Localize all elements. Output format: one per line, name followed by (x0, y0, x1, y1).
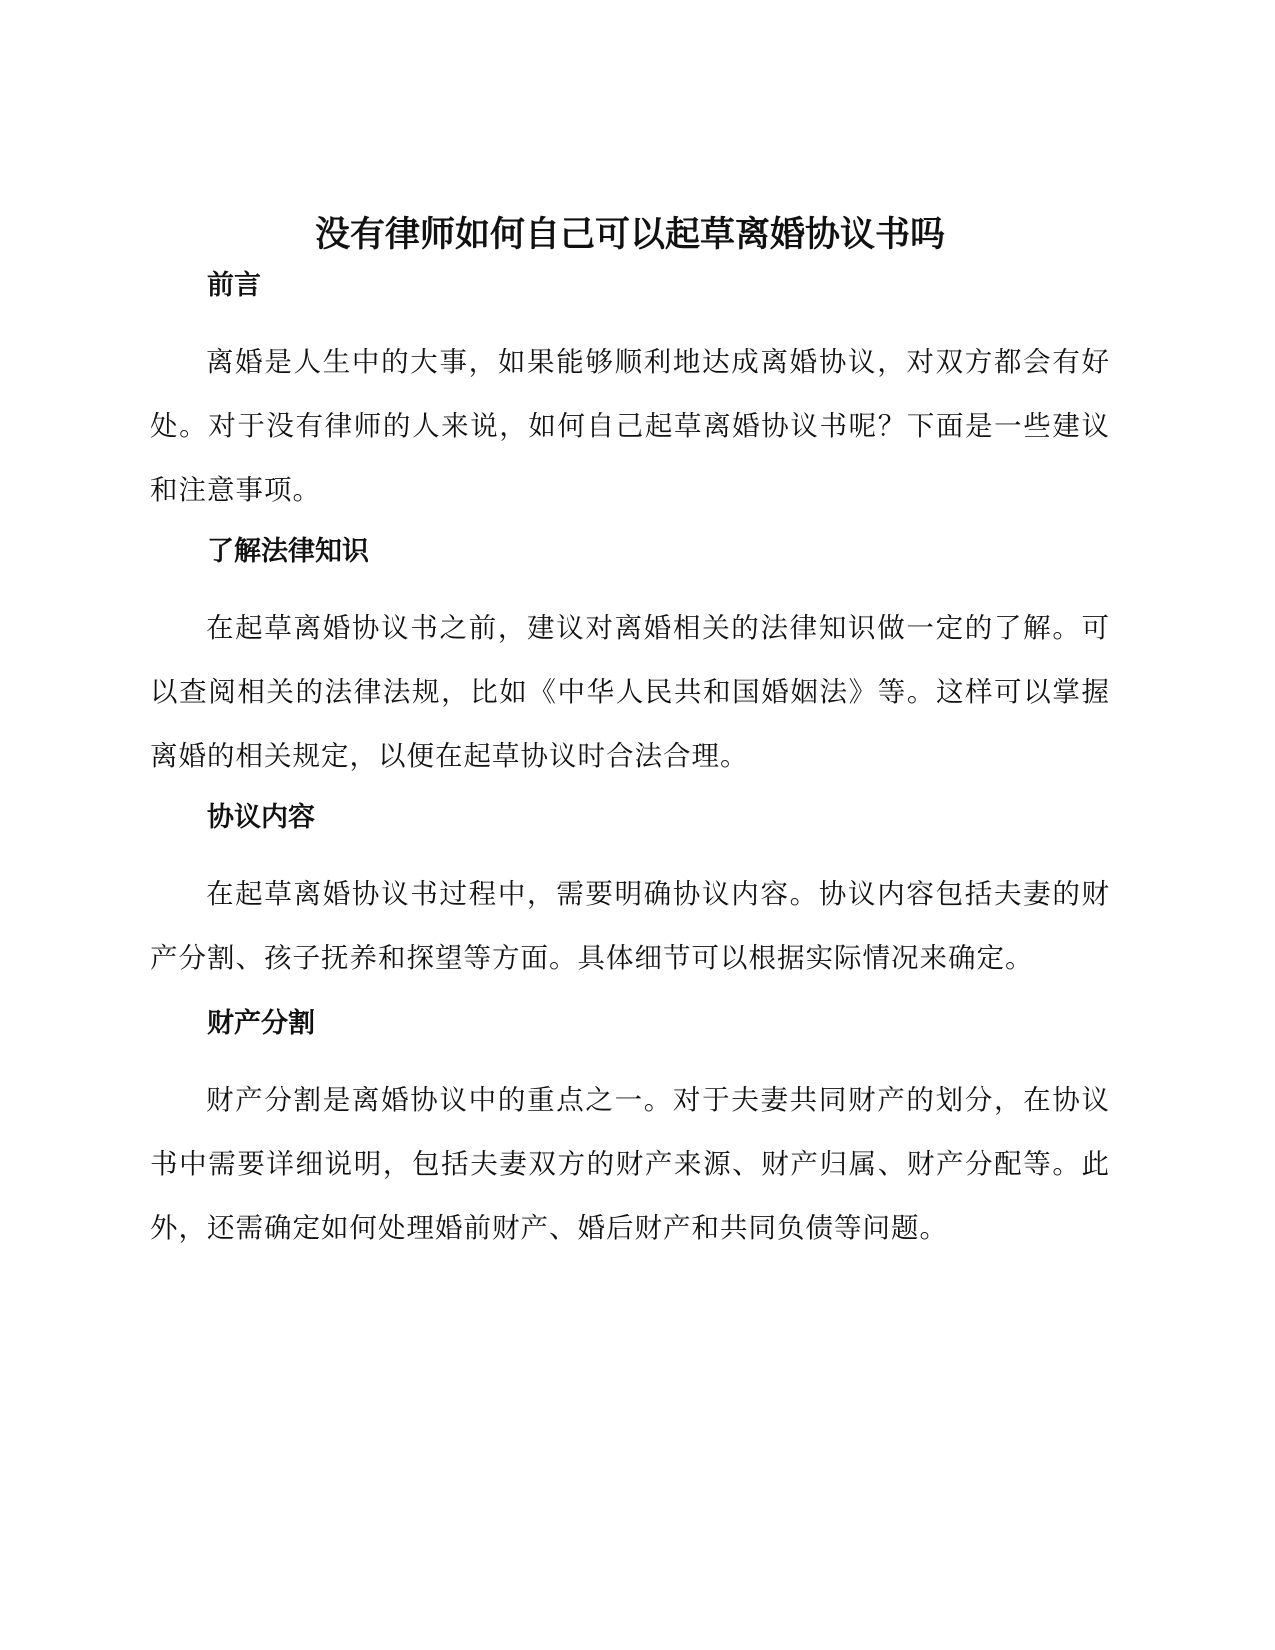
section-heading-legal-knowledge: 了解法律知识 (207, 536, 369, 567)
section-heading-agreement-content: 协议内容 (207, 802, 315, 833)
section-paragraph-legal-knowledge: 在起草离婚协议书之前，建议对离婚相关的法律知识做一定的了解。可以查阅相关的法律法规，比如《中华人民共和国婚姻法》等。这样可以掌握离婚的相关规定，以便在起草协议时合法合理。 (150, 612, 1110, 772)
document-title: 没有律师如何自己可以起草离婚协议书吗 (314, 215, 945, 255)
section-paragraph-property-division: 财产分割是离婚协议中的重点之一。对于夫妻共同财产的划分，在协议书中需要详细说明，包括夫妻双方的财产来源、财产归属、财产分配等。此外，还需确定如何处理婚前财产、婚后财产和共同负债等问题。 (150, 1084, 1110, 1244)
section-heading-preface: 前言 (207, 270, 261, 301)
section-paragraph-agreement-content: 在起草离婚协议书过程中，需要明确协议内容。协议内容包括夫妻的财产分割、孩子抚养和探望等方面。具体细节可以根据实际情况来确定。 (150, 878, 1110, 974)
section-paragraph-preface: 离婚是人生中的大事，如果能够顺利地达成离婚协议，对双方都会有好处。对于没有律师的人来说，如何自己起草离婚协议书呢？下面是一些建议和注意事项。 (150, 346, 1110, 506)
section-heading-property-division: 财产分割 (207, 1008, 315, 1039)
